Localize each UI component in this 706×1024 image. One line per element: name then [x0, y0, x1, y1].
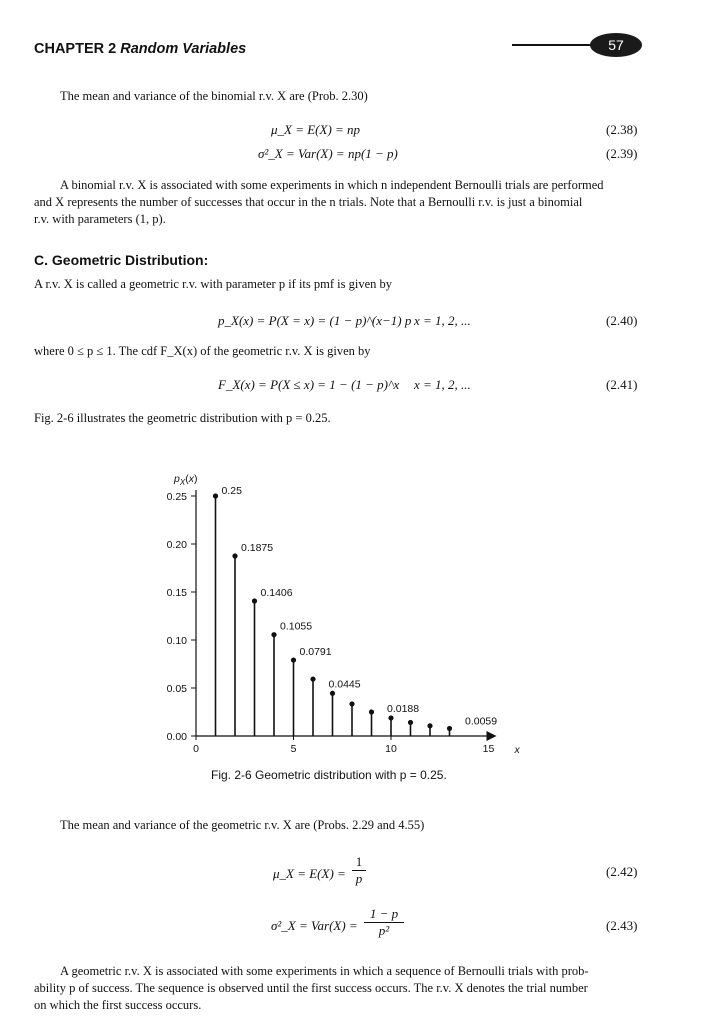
text-line: and X represents the number of successes that occur in the n trials. Note that a Bernoulli r.v. is just a binomial	[34, 195, 583, 209]
stem-marker	[349, 701, 354, 706]
cdf-intro: where 0 ≤ p ≤ 1. The cdf F_X(x) of the geometric r.v. X is given by	[34, 344, 371, 358]
geometric-definition: A r.v. X is called a geometric r.v. with parameter p if its pmf is given by	[34, 277, 393, 291]
stem-marker	[291, 657, 296, 662]
fraction-numerator: 1	[355, 854, 363, 869]
stem-marker	[213, 493, 218, 498]
eq-geometric-variance-fraction	[364, 906, 404, 939]
stem-marker	[271, 632, 276, 637]
data-label: 0.1875	[241, 542, 274, 554]
stem-marker	[310, 676, 315, 681]
eq-number-2-41: (2.41)	[606, 377, 638, 392]
y-tick-label: 0.25	[166, 491, 187, 503]
eq-geometric-mean-lhs: μ_X = E(X) =	[273, 866, 346, 881]
eq-number-2-40: (2.40)	[606, 313, 638, 328]
eq-pmf-range: x = 1, 2, ...	[414, 313, 471, 328]
chapter-title: Random Variables	[120, 41, 247, 57]
stem-marker	[427, 723, 432, 728]
data-label: 0.0791	[299, 646, 332, 659]
eq-cdf-range: x = 1, 2, ...	[414, 377, 471, 392]
eq-number-2-43: (2.43)	[606, 918, 638, 933]
eq-binomial-mean: μ_X = E(X) = np	[271, 122, 361, 137]
stem-marker	[388, 715, 393, 720]
x-tick-label: 5	[290, 743, 297, 755]
stem-marker	[408, 720, 413, 725]
chart-labels	[222, 485, 498, 727]
eq-number-2-38: (2.38)	[606, 122, 638, 137]
data-label: 0.0059	[465, 715, 498, 728]
chapter-label: CHAPTER 2	[34, 41, 117, 57]
eq-binomial-variance: σ²_X = Var(X) = np(1 − p)	[258, 146, 398, 161]
text-line: r.v. with parameters (1, p).	[34, 212, 166, 226]
stem-marker	[330, 691, 335, 696]
stem-marker	[447, 726, 452, 731]
data-label: 0.0445	[328, 678, 361, 691]
geometric-mean-intro: The mean and variance of the geometric r.v. X are (Probs. 2.29 and 4.55)	[60, 818, 425, 832]
stem-marker	[369, 709, 374, 714]
y-tick-label: 0.15	[166, 587, 187, 599]
x-tick-label: 0	[193, 743, 199, 755]
fraction-denominator: p²	[378, 923, 390, 938]
eq-number-2-42: (2.42)	[606, 864, 638, 879]
fraction-numerator: 1 − p	[369, 906, 399, 921]
binomial-intro: The mean and variance of the binomial r.v. X are (Prob. 2.30)	[60, 89, 368, 103]
y-tick-label: 0.00	[166, 731, 187, 743]
section-heading: C. Geometric Distribution:	[34, 252, 209, 268]
y-tick-label: 0.05	[166, 683, 187, 695]
x-tick-label: 15	[482, 743, 495, 755]
figure-caption: Fig. 2-6 Geometric distribution with p = 0.25.	[211, 768, 447, 782]
geometric-paragraph	[34, 963, 674, 1014]
figure-intro: Fig. 2-6 illustrates the geometric distribution with p = 0.25.	[34, 411, 331, 425]
data-label: 0.1055	[280, 620, 313, 633]
y-tick-label: 0.20	[166, 539, 187, 551]
chart-axes	[167, 473, 521, 756]
data-label: 0.0188	[387, 702, 420, 715]
eq-geometric-cdf: F_X(x) = P(X ≤ x) = 1 − (1 − p)^x	[218, 377, 400, 392]
eq-geometric-mean-fraction	[352, 854, 366, 887]
text-line: ability p of success. The sequence is observed until the first success occurs. The r.v. X denotes the trial number	[34, 981, 588, 995]
x-axis-label: x	[514, 744, 520, 756]
eq-geometric-pmf: p_X(x) = P(X = x) = (1 − p)^(x−1) p	[218, 313, 412, 328]
data-label: 0.1406	[260, 587, 293, 600]
stem-marker	[252, 598, 257, 603]
page-number-badge: 57	[590, 33, 642, 57]
fraction-denominator: p	[355, 871, 363, 886]
text-line: A binomial r.v. X is associated with some experiments in which n independent Bernoulli trials are performed	[60, 178, 604, 192]
stem-marker	[232, 553, 237, 558]
chart-stems	[213, 493, 452, 736]
y-axis-label: $p_X(x)$	[174, 473, 198, 487]
y-tick-label: 0.10	[166, 635, 187, 647]
x-tick-label: 10	[385, 743, 397, 755]
text-line: on which the first success occurs.	[34, 998, 202, 1012]
text-line: A geometric r.v. X is associated with some experiments in which a sequence of Bernoulli trials with prob-	[60, 964, 589, 978]
data-label: 0.25	[221, 485, 242, 497]
eq-number-2-39: (2.39)	[606, 146, 638, 161]
eq-geometric-variance-lhs: σ²_X = Var(X) =	[271, 918, 358, 933]
